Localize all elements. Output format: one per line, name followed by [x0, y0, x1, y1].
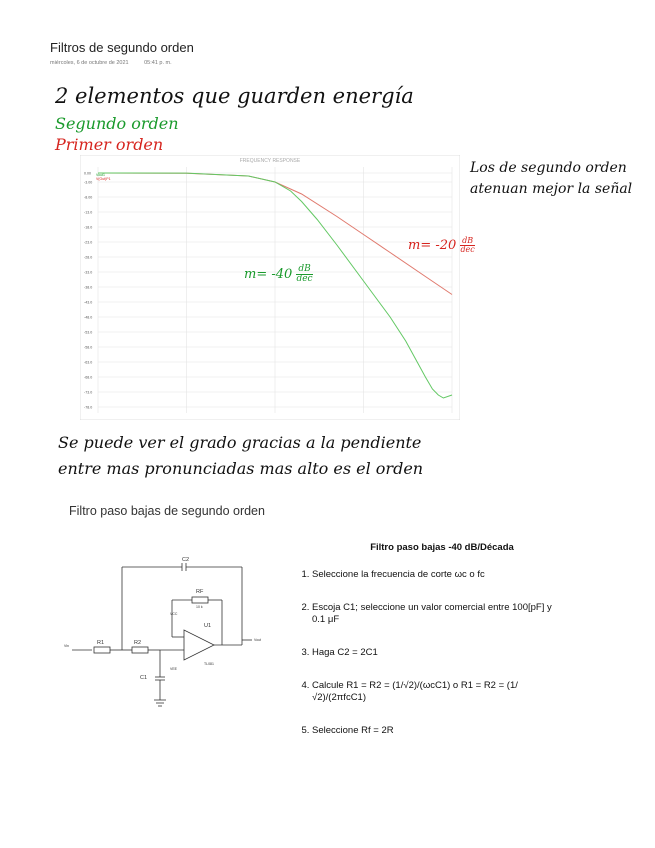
- chart-frame: [80, 155, 460, 420]
- step-item: 2. Escoja C1; seleccione un valor comercial entre 100[pF] y 0.1 μF: [312, 602, 557, 626]
- y-tick-label: -3.00: [84, 180, 93, 185]
- note-first-order: Primer orden: [55, 135, 164, 154]
- slope-red-value: m= -20: [408, 238, 457, 253]
- frequency-response-chart: [80, 155, 460, 420]
- side-note-2: atenuan mejor la señal: [470, 181, 633, 197]
- y-tick-label: -78.0: [84, 405, 93, 410]
- y-tick-label: -68.0: [84, 375, 93, 380]
- note-line-1: 2 elementos que guarden energía: [55, 84, 414, 108]
- y-tick-label: -28.0: [84, 255, 93, 260]
- bottom-note-2: entre mas pronunciadas mas alto es el orden: [58, 459, 424, 478]
- y-tick-label: -38.0: [84, 285, 93, 290]
- page-meta: [50, 60, 186, 66]
- y-tick-label: -13.0: [84, 210, 93, 215]
- legend-series-2: V(Out)P1: [96, 177, 111, 181]
- label-r1: R1: [97, 640, 105, 646]
- slope-green-unit: [296, 265, 312, 284]
- y-tick-label: -48.0: [84, 315, 93, 320]
- y-tick-label: 0.00: [84, 171, 91, 176]
- step-item: 4. Calcule R1 = R2 = (1/√2)/(ωcC1) o R1 = R2 = (1/√2)/(2πfcC1): [312, 680, 557, 704]
- step-item: 3. Haga C2 = 2C1: [312, 647, 557, 659]
- slope-red-unit-top: dB: [462, 236, 474, 245]
- y-tick-label: -73.0: [84, 390, 93, 395]
- y-tick-label: -8.00: [84, 195, 93, 200]
- section-heading: Filtro paso bajas de segundo orden: [69, 504, 265, 518]
- r1-resistor: [94, 647, 110, 653]
- legend-series-1: Vout1: [96, 173, 105, 177]
- step-item: 1. Seleccione la frecuencia de corte ωc o fc: [312, 569, 557, 581]
- y-tick-label: -63.0: [84, 360, 93, 365]
- y-tick-label: -58.0: [84, 345, 93, 350]
- slope-red-unit: [460, 237, 474, 254]
- r2-resistor: [132, 647, 148, 653]
- label-c1: C1: [140, 675, 148, 681]
- side-note-1: Los de segundo orden: [470, 160, 627, 176]
- label-part: TL081: [204, 662, 214, 666]
- opamp-triangle: [184, 630, 214, 660]
- slope-red-label: [408, 237, 475, 254]
- slope-green-unit-bottom: dec: [296, 274, 313, 284]
- slope-green-value: m= -40: [244, 267, 293, 282]
- steps-panel: [297, 542, 557, 758]
- note-second-order: Segundo orden: [55, 114, 179, 133]
- label-rf-val: 10 k: [196, 605, 203, 609]
- step-item: 5. Seleccione Rf = 2R: [312, 725, 557, 737]
- page-title: Filtros de segundo orden: [50, 40, 194, 55]
- label-r2: R2: [134, 640, 142, 646]
- slope-green-unit-top: dB: [298, 264, 311, 274]
- label-in: Vin: [64, 644, 69, 648]
- label-c2: C2: [182, 557, 190, 563]
- y-tick-label: -43.0: [84, 300, 93, 305]
- label-u1: U1: [204, 623, 212, 629]
- steps-list: [297, 569, 557, 737]
- page-date: miércoles, 6 de octubre de 2021: [50, 60, 129, 66]
- y-tick-label: -23.0: [84, 240, 93, 245]
- steps-title: Filtro paso bajas -40 dB/Década: [370, 542, 514, 553]
- page-time: 05:41 p. m.: [144, 60, 172, 66]
- chart-title: FREQUENCY RESPONSE: [239, 158, 301, 164]
- label-out: Vout: [254, 638, 262, 642]
- slope-red-unit-bottom: dec: [460, 245, 475, 254]
- y-tick-label: -53.0: [84, 330, 93, 335]
- slope-green-label: [244, 265, 313, 284]
- y-tick-label: -33.0: [84, 270, 93, 275]
- y-tick-label: -18.0: [84, 225, 93, 230]
- rf-resistor: [192, 597, 208, 603]
- bottom-note-1: Se puede ver el grado gracias a la pendiente: [58, 433, 422, 452]
- label-vcc: VCC: [170, 612, 178, 616]
- circuit-schematic: [62, 555, 282, 715]
- label-vee: VEE: [170, 667, 178, 671]
- label-rf: RF: [196, 589, 204, 595]
